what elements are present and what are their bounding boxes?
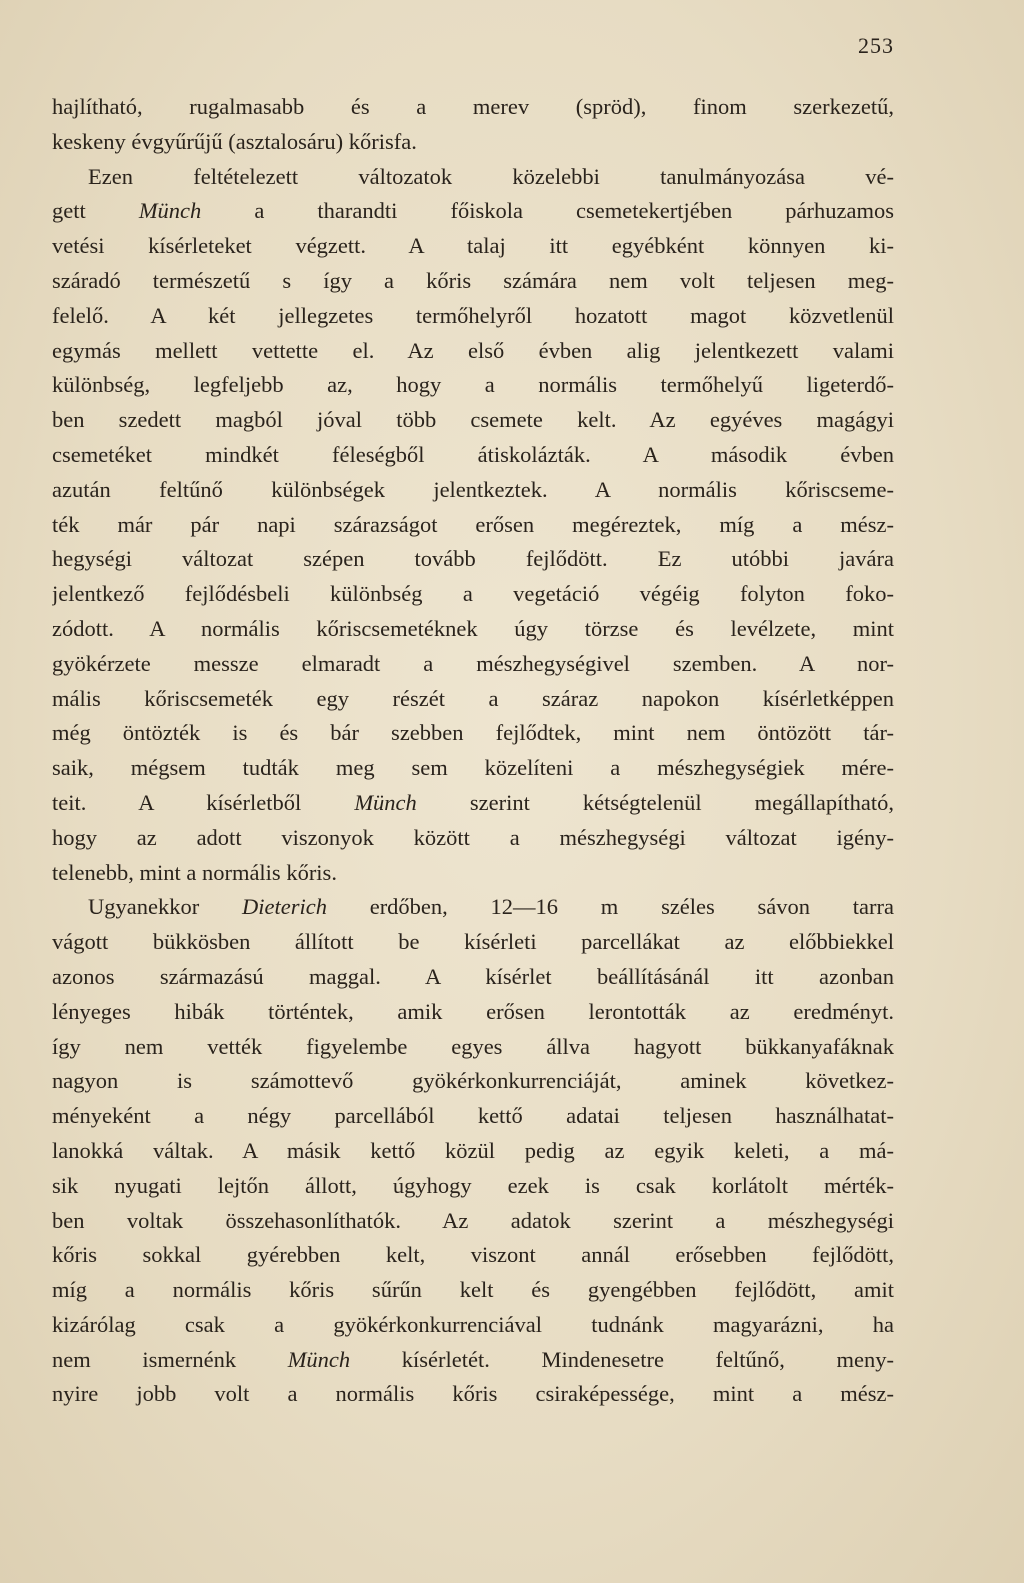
author-name: Münch bbox=[138, 198, 202, 224]
text-line: kizárólag csak a gyökérkonkurrenciával tudnánk magyarázni, ha bbox=[52, 1311, 894, 1337]
author-name: Dieterich bbox=[241, 894, 327, 920]
text-line: saik, mégsem tudták meg sem közelíteni a mészhegységiek mére- bbox=[52, 755, 894, 781]
text-line: sik nyugati lejtőn állott, úgyhogy ezek is csak korlátolt mérték- bbox=[52, 1172, 894, 1198]
body-text bbox=[52, 90, 894, 1412]
text-line: hogy az adott viszonyok között a mészhegységi változat igény- bbox=[52, 824, 894, 850]
text-line: különbség, legfeljebb az, hogy a normális termőhelyű ligeterdő- bbox=[52, 372, 894, 398]
text-line: egymás mellett vettette el. Az első évben alig jelentkezett valami bbox=[52, 337, 894, 363]
text-line: teit. A kísérletből Münch szerint kétségtelenül megállapítható, bbox=[52, 789, 894, 815]
text-line: azután feltűnő különbségek jelentkeztek. A normális kőriscseme- bbox=[52, 476, 894, 502]
text-line: nyire jobb volt a normális kőris csiraképessége, mint a mész- bbox=[52, 1381, 894, 1407]
text-line: lényeges hibák történtek, amik erősen lerontották az eredményt. bbox=[52, 998, 894, 1024]
text-line: mális kőriscsemeték egy részét a száraz napokon kísérletképpen bbox=[52, 685, 894, 711]
text-line: vágott bükkösben állított be kísérleti parcellákat az előbbiekkel bbox=[52, 929, 894, 955]
text-line: kőris sokkal gyérebben kelt, viszont annál erősebben fejlődött, bbox=[52, 1242, 894, 1268]
author-name: Münch bbox=[287, 1346, 351, 1372]
text-line: csemetéket mindkét féleségből átiskolázták. A második évben bbox=[52, 441, 894, 467]
text-line: zódott. A normális kőriscsemetéknek úgy törzse és levélzete, mint bbox=[52, 615, 894, 641]
text-line: Ugyanekkor Dieterich erdőben, 12—16 m széles sávon tarra bbox=[88, 894, 894, 920]
text-line: míg a normális kőris sűrűn kelt és gyengébben fejlődött, amit bbox=[52, 1277, 894, 1303]
author-name: Münch bbox=[354, 789, 417, 815]
page-number: 253 bbox=[858, 33, 894, 58]
text-line: lanokká váltak. A másik kettő közül pedig az egyik keleti, a má- bbox=[52, 1137, 894, 1163]
text-line: nagyon is számottevő gyökérkonkurrenciáját, aminek következ- bbox=[52, 1068, 894, 1094]
text-line: gett Münch a tharandti főiskola csemetekertjében párhuzamos bbox=[52, 198, 894, 224]
text-line: hajlítható, rugalmasabb és a merev (spröd), finom szerkezetű, bbox=[52, 94, 894, 119]
text-line: ben szedett magból jóval több csemete kelt. Az egyéves magágyi bbox=[52, 407, 894, 433]
text-line: gyökérzete messze elmaradt a mészhegységivel szemben. A nor- bbox=[52, 650, 894, 676]
text-line: Ezen feltételezett változatok közelebbi tanulmányozása vé- bbox=[88, 163, 894, 189]
text-line: hegységi változat szépen tovább fejlődött. Ez utóbbi javára bbox=[52, 546, 894, 572]
text-line: telenebb, mint a normális kőris. bbox=[52, 859, 337, 885]
text-line: vetési kísérleteket végzett. A talaj itt egyébként könnyen ki- bbox=[52, 233, 894, 259]
text-line: még öntözték is és bár szebben fejlődtek, mint nem öntözött tár- bbox=[52, 720, 894, 746]
text-line: száradó természetű s így a kőris számára nem volt teljesen meg- bbox=[52, 267, 894, 293]
text-line: így nem vették figyelembe egyes állva hagyott bükkanyafáknak bbox=[52, 1033, 894, 1059]
text-line: nem ismernénk Münch kísérletét. Mindenesetre feltűnő, meny- bbox=[52, 1346, 894, 1372]
text-line: azonos származású maggal. A kísérlet beállításánál itt azonban bbox=[52, 963, 894, 989]
text-line: felelő. A két jellegzetes termőhelyről hozatott magot közvetlenül bbox=[52, 302, 894, 328]
text-line: ben voltak összehasonlíthatók. Az adatok szerint a mészhegységi bbox=[52, 1207, 894, 1233]
text-line: ték már pár napi szárazságot erősen megéreztek, míg a mész- bbox=[52, 511, 894, 537]
text-line: jelentkező fejlődésbeli különbség a vegetáció végéig folyton foko- bbox=[52, 581, 894, 607]
text-line: ményeként a négy parcellából kettő adatai teljesen használhatat- bbox=[52, 1103, 894, 1129]
text-line: keskeny évgyűrűjű (asztalosáru) kőrisfa. bbox=[52, 128, 417, 154]
